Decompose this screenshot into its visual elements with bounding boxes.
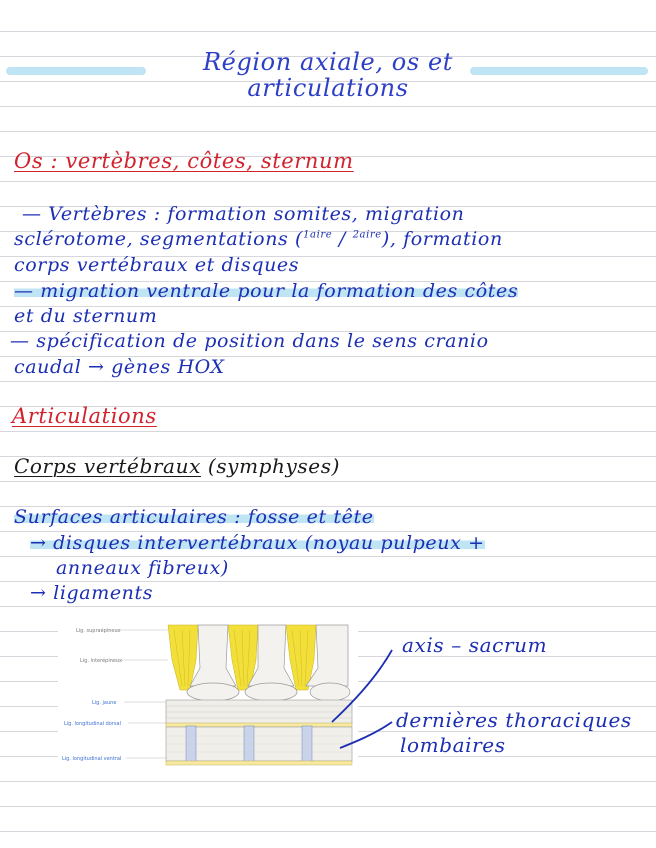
figure-label-posterior-longitudinal: Lig. longitudinal dorsal <box>64 721 121 727</box>
figure-label-flavum: Lig. jaune <box>92 700 117 706</box>
os-line-1: — Vertèbres : formation somites, migration <box>22 203 465 225</box>
os-line-5: et du sternum <box>14 305 158 327</box>
os-line-2: sclérotome, segmentations ($^{1aire}$ / $^{2aire}$), formation <box>14 228 503 250</box>
annotation-axis-sacrum: axis – sacrum <box>402 633 548 657</box>
os-line-7: caudal → gènes HOX <box>14 356 225 378</box>
page-title-line2: articulations <box>247 74 409 102</box>
figure-label-interspinous: Lig. interépineux <box>80 658 123 664</box>
annotation-dernieres-thoraciques: dernières thoraciques <box>396 708 632 732</box>
subheading-corps-vertebraux: Corps vertébraux (symphyses) <box>14 454 340 478</box>
os-line-3: corps vertébraux et disques <box>14 254 300 276</box>
item-disques-line1: → disques intervertébraux (noyau pulpeux + <box>30 532 485 554</box>
os-line-4 <box>14 280 518 302</box>
section-heading-os: Os : vertèbres, côtes, sternum <box>14 149 354 173</box>
item-ligaments: → ligaments <box>30 582 154 604</box>
os-line-4-text: — migration ventrale pour la formation des côtes <box>14 280 519 302</box>
spine-illustration <box>58 620 358 772</box>
os-line-6: — spécification de position dans le sens cranio <box>10 330 489 352</box>
page-title-line1: Région axiale, os et <box>202 48 454 76</box>
item-disques-line2: anneaux fibreux) <box>56 557 229 579</box>
figure-label-anterior-longitudinal: Lig. longitudinal ventral <box>62 756 122 762</box>
annotation-lombaires: lombaires <box>400 733 506 757</box>
figure-label-supraspinous: Lig. supraépineux <box>76 628 121 634</box>
spine-ligament-figure <box>58 620 358 772</box>
surfaces-articulaires: Surfaces articulaires : fosse et tête <box>14 506 374 528</box>
section-heading-articulations: Articulations <box>12 404 157 428</box>
